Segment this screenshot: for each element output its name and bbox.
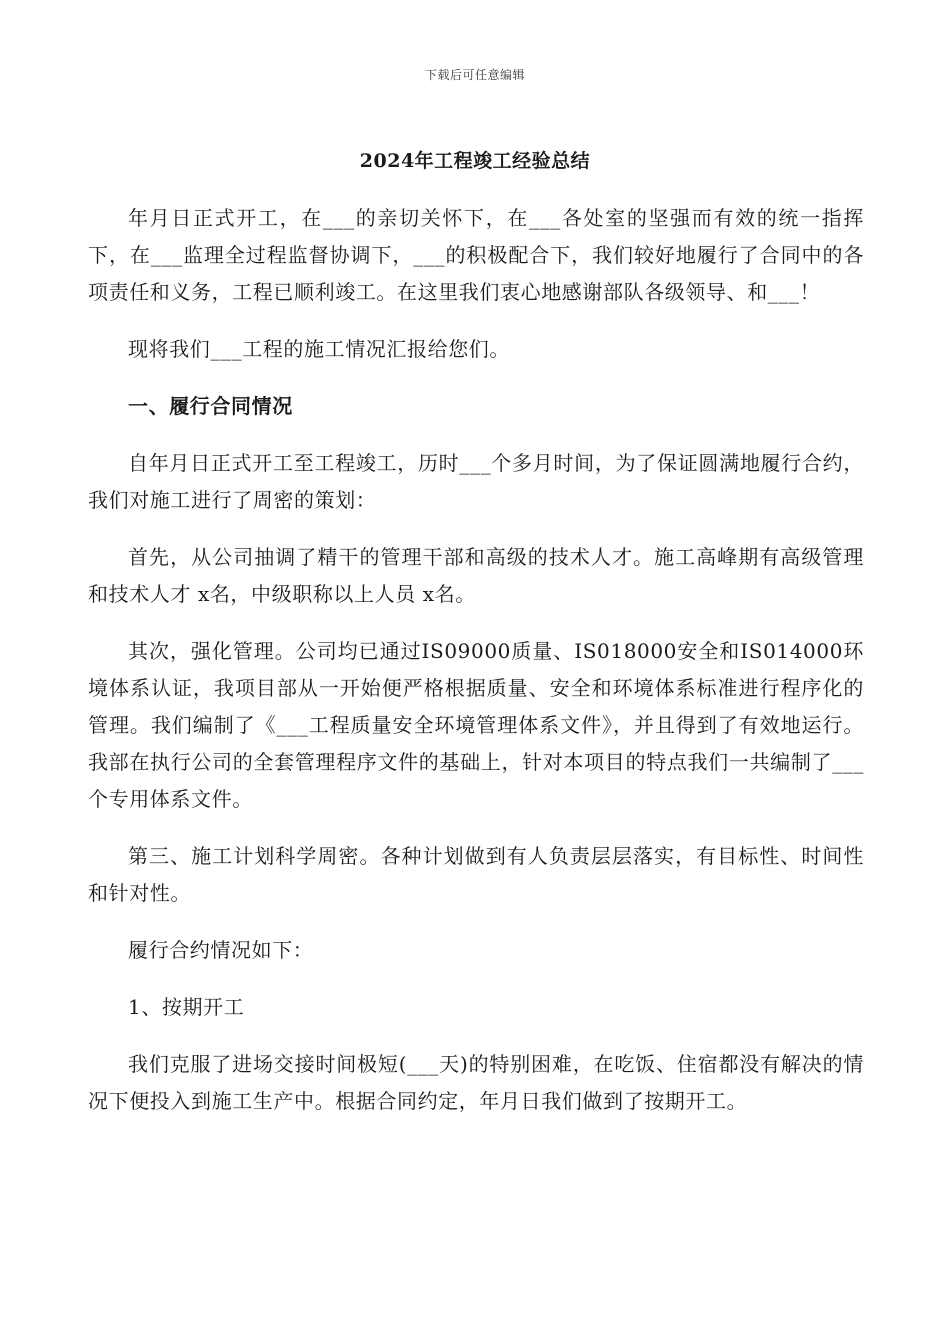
paragraph-duration: 自年月日正式开工至工程竣工，历时___个多月时间，为了保证圆满地履行合约，我们对施工进行了周密的策划： <box>88 451 864 512</box>
paragraph-contract-status: 履行合约情况如下： <box>128 938 314 962</box>
paragraph-third: 第三、施工计划科学周密。各种计划做到有人负责层层落实，有目标性、时间性和针对性。 <box>88 844 864 905</box>
paragraph-intro: 年月日正式开工，在___的亲切关怀下，在___各处室的坚强而有效的统一指挥下，在___监理全过程监督协调下，___的积极配合下，我们较好地履行了合同中的各项责任和义务，工程已顺利竣工。在这里我们衷心地感谢部队各级领导、和___！ <box>88 206 864 304</box>
paragraph-first: 首先，从公司抽调了精干的管理干部和高级的技术人才。施工高峰期有高级管理和技术人才 x名，中级职称以上人员 x名。 <box>88 545 864 606</box>
paragraph-second: 其次，强化管理。公司均已通过IS09000质量、IS018000安全和IS014000环境体系认证，我项目部从一开始便严格根据质量、安全和环境体系标准进行程序化的管理。我们编制了《___工程质量安全环境管理体系文件》，并且得到了有效地运行。我部在执行公司的全套管理程序文件的基础上，针对本项目的特点我们一共编制了___个专用体系文件。 <box>88 639 864 811</box>
header-note: 下载后可任意编辑 <box>424 68 525 82</box>
paragraph-on-time-start: 我们克服了进场交接时间极短(___天)的特别困难，在吃饭、住宿都没有解决的情况下便投入到施工生产中。根据合同约定，年月日我们做到了按期开工。 <box>88 1052 864 1113</box>
document-title: 2024年工程竣工经验总结 <box>359 150 591 172</box>
subheading-on-time-start: 1、按期开工 <box>128 995 245 1019</box>
paragraph-report: 现将我们___工程的施工情况汇报给您们。 <box>128 337 510 361</box>
section-heading-contract: 一、履行合同情况 <box>128 394 293 418</box>
document-body <box>88 200 864 1140</box>
